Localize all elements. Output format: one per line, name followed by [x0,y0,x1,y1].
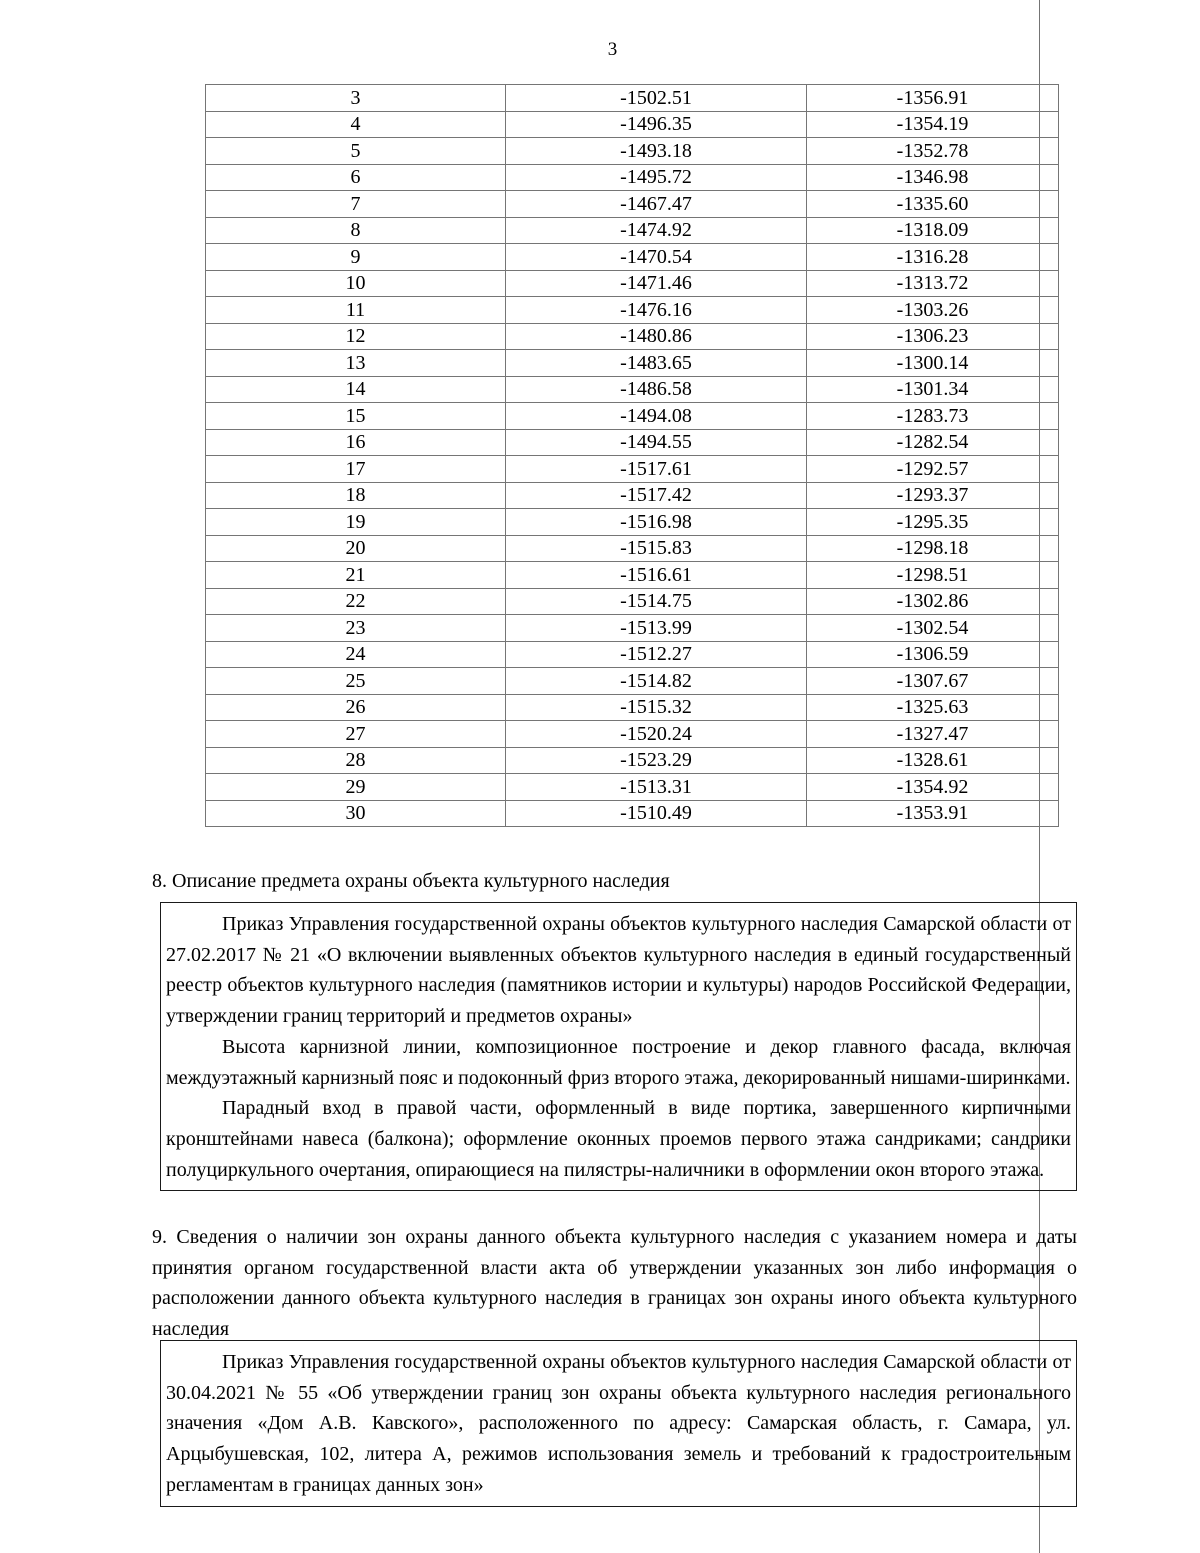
table-row [206,85,1059,112]
point-number-cell: 13 [206,350,506,377]
point-number-cell: 8 [206,217,506,244]
coordinate-x-cell: -1510.49 [506,800,807,827]
coordinate-y-cell: -1282.54 [807,429,1059,456]
coordinate-y-cell: -1325.63 [807,694,1059,721]
coordinate-x-cell: -1467.47 [506,191,807,218]
coordinate-x-cell: -1483.65 [506,350,807,377]
table-row [206,217,1059,244]
coordinate-x-cell: -1474.92 [506,217,807,244]
point-number-cell: 11 [206,297,506,324]
coordinate-y-cell: -1302.54 [807,615,1059,642]
coordinate-x-cell: -1520.24 [506,721,807,748]
table-row [206,323,1059,350]
table-row [206,562,1059,589]
table-row [206,403,1059,430]
point-number-cell: 18 [206,482,506,509]
coordinate-y-cell: -1318.09 [807,217,1059,244]
section-9-paragraph-1: Приказ Управления государственной охраны объектов культурного наследия Самарской области от 30.04.2021 № 55 «Об утверждении границ зон охраны объекта культурного наследия регионального значения «Дом А.В. Кавского», расположенного по адресу: Самарская область, г. Самара, ул. Арцыбушевская, 102, литера А, режимов использования земель и требований к градостроительным регламентам в границах данных зон» [166,1351,1071,1496]
section-8-paragraph-2: Высота карнизной линии, композиционное построение и декор главного фасада, включая междуэтажный карнизный пояс и подоконный фриз второго этажа, декорированный нишами-ширинками. [166,1035,1071,1089]
point-number-cell: 29 [206,774,506,801]
coordinate-y-cell: -1292.57 [807,456,1059,483]
table-row [206,350,1059,377]
table-row [206,509,1059,536]
coordinate-x-cell: -1470.54 [506,244,807,271]
coordinate-x-cell: -1515.32 [506,694,807,721]
coordinate-x-cell: -1516.98 [506,509,807,536]
coordinates-table [205,84,1059,827]
table-row [206,270,1059,297]
point-number-cell: 7 [206,191,506,218]
coordinate-y-cell: -1335.60 [807,191,1059,218]
coordinate-x-cell: -1523.29 [506,747,807,774]
coordinate-y-cell: -1303.26 [807,297,1059,324]
coordinate-y-cell: -1283.73 [807,403,1059,430]
coordinate-x-cell: -1471.46 [506,270,807,297]
point-number-cell: 4 [206,111,506,138]
point-number-cell: 28 [206,747,506,774]
point-number-cell: 22 [206,588,506,615]
coordinate-y-cell: -1316.28 [807,244,1059,271]
point-number-cell: 25 [206,668,506,695]
point-number-cell: 17 [206,456,506,483]
table-row [206,615,1059,642]
coordinate-x-cell: -1486.58 [506,376,807,403]
section-9-text-box [160,1340,1077,1507]
table-row [206,774,1059,801]
table-row [206,164,1059,191]
coordinate-y-cell: -1301.34 [807,376,1059,403]
point-number-cell: 5 [206,138,506,165]
table-row [206,641,1059,668]
coordinate-y-cell: -1313.72 [807,270,1059,297]
table-row [206,376,1059,403]
coordinate-x-cell: -1517.42 [506,482,807,509]
table-row [206,721,1059,748]
point-number-cell: 3 [206,85,506,112]
coordinate-x-cell: -1516.61 [506,562,807,589]
point-number-cell: 24 [206,641,506,668]
point-number-cell: 26 [206,694,506,721]
point-number-cell: 9 [206,244,506,271]
table-row [206,535,1059,562]
coordinate-x-cell: -1514.75 [506,588,807,615]
point-number-cell: 23 [206,615,506,642]
coordinate-x-cell: -1517.61 [506,456,807,483]
page-number: 3 [607,39,618,60]
coordinate-y-cell: -1298.51 [807,562,1059,589]
table-row [206,429,1059,456]
coordinate-x-cell: -1515.83 [506,535,807,562]
coordinate-y-cell: -1346.98 [807,164,1059,191]
coordinates-table-container [205,84,1055,827]
coordinate-x-cell: -1493.18 [506,138,807,165]
coordinate-y-cell: -1353.91 [807,800,1059,827]
coordinate-x-cell: -1494.08 [506,403,807,430]
coordinate-x-cell: -1495.72 [506,164,807,191]
table-row [206,111,1059,138]
point-number-cell: 10 [206,270,506,297]
coordinate-x-cell: -1496.35 [506,111,807,138]
point-number-cell: 6 [206,164,506,191]
coordinate-y-cell: -1354.92 [807,774,1059,801]
section-8-paragraph-3: Парадный вход в правой части, оформленный в виде портика, завершенного кирпичными кронштейнами навеса (балкона); оформление оконных проемов первого этажа сандриками; сандрики полуциркульного очертания, опирающиеся на пилястры-наличники в оформлении окон второго этажа. [166,1097,1071,1181]
coordinate-y-cell: -1293.37 [807,482,1059,509]
section-8-text-box [160,902,1077,1191]
coordinate-y-cell: -1354.19 [807,111,1059,138]
point-number-cell: 20 [206,535,506,562]
table-row [206,747,1059,774]
coordinate-x-cell: -1480.86 [506,323,807,350]
coordinate-x-cell: -1512.27 [506,641,807,668]
point-number-cell: 12 [206,323,506,350]
coordinate-y-cell: -1327.47 [807,721,1059,748]
table-row [206,668,1059,695]
table-row [206,694,1059,721]
point-number-cell: 27 [206,721,506,748]
coordinate-y-cell: -1298.18 [807,535,1059,562]
coordinate-x-cell: -1494.55 [506,429,807,456]
table-row [206,138,1059,165]
coordinate-y-cell: -1356.91 [807,85,1059,112]
point-number-cell: 14 [206,376,506,403]
section-9-heading: 9. Сведения о наличии зон охраны данного объекта культурного наследия с указанием номера и даты принятия органом государственной власти акта об утверждении указанных зон либо информация о расположении данного объекта культурного наследия в границах зон охраны иного объекта культурного наследия [152,1226,1077,1340]
table-row [206,244,1059,271]
coordinate-x-cell: -1514.82 [506,668,807,695]
coordinate-y-cell: -1352.78 [807,138,1059,165]
point-number-cell: 30 [206,800,506,827]
coordinate-y-cell: -1328.61 [807,747,1059,774]
table-row [206,588,1059,615]
coordinate-x-cell: -1513.31 [506,774,807,801]
coordinate-y-cell: -1295.35 [807,509,1059,536]
table-row [206,800,1059,827]
coordinate-y-cell: -1300.14 [807,350,1059,377]
coordinate-x-cell: -1502.51 [506,85,807,112]
table-row [206,191,1059,218]
table-row [206,482,1059,509]
table-row [206,297,1059,324]
point-number-cell: 21 [206,562,506,589]
coordinate-y-cell: -1307.67 [807,668,1059,695]
coordinate-x-cell: -1476.16 [506,297,807,324]
coordinate-x-cell: -1513.99 [506,615,807,642]
coordinate-y-cell: -1302.86 [807,588,1059,615]
coordinate-y-cell: -1306.23 [807,323,1059,350]
section-8-paragraph-1: Приказ Управления государственной охраны объектов культурного наследия Самарской области от 27.02.2017 № 21 «О включении выявленных объектов культурного наследия в единый государственный реестр объектов культурного наследия (памятников истории и культуры) народов Российской Федерации, утверждении границ территорий и предметов охраны» [166,913,1071,1028]
point-number-cell: 15 [206,403,506,430]
point-number-cell: 19 [206,509,506,536]
coordinate-y-cell: -1306.59 [807,641,1059,668]
point-number-cell: 16 [206,429,506,456]
table-row [206,456,1059,483]
section-8-heading: 8. Описание предмета охраны объекта культурного наследия [152,870,670,892]
